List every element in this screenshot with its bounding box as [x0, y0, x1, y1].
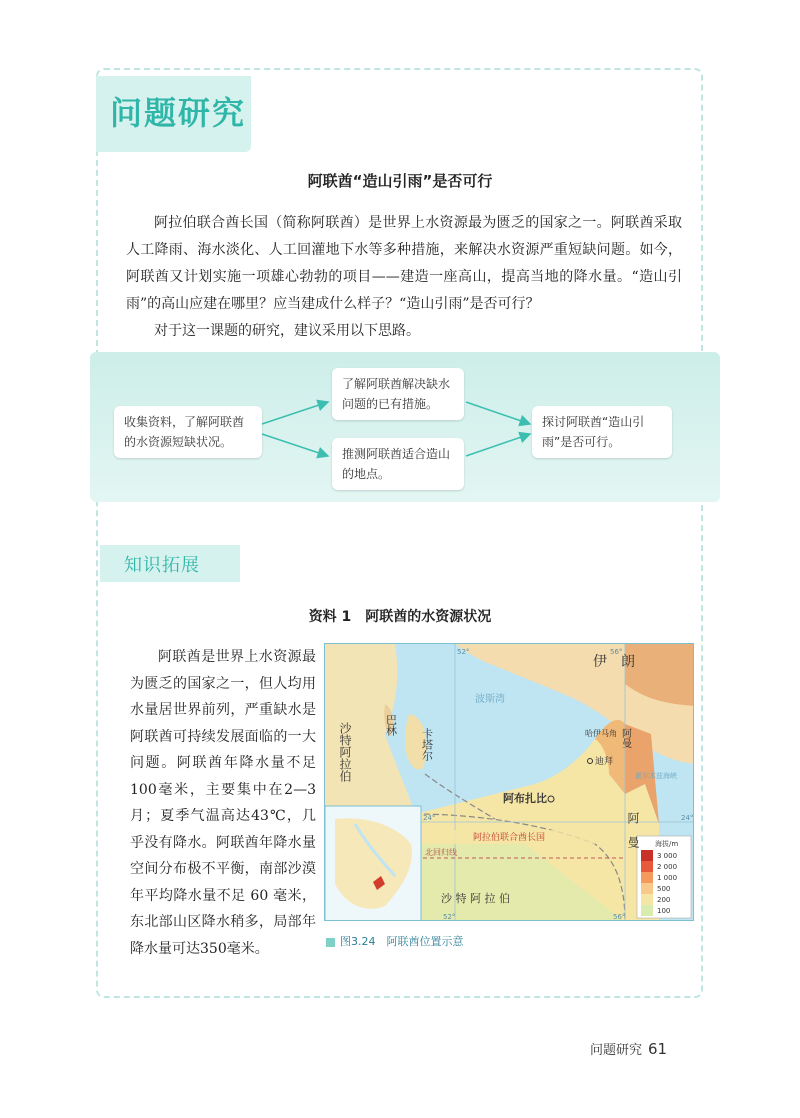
- label-lon56-bottom: 56°: [613, 913, 626, 921]
- label-lon52-bottom: 52°: [443, 913, 456, 921]
- caption-text: 阿联酋位置示意: [386, 935, 464, 948]
- label-saudi-north: 沙特阿拉伯: [338, 722, 352, 782]
- page-number: 61: [648, 1040, 668, 1058]
- section-title: 问题研究: [110, 94, 247, 132]
- label-hormuz: 霍尔木兹海峡: [635, 772, 677, 780]
- legend-swatch: [641, 850, 653, 861]
- label-lon52-top: 52°: [457, 648, 470, 656]
- legend-title: 海拔/m: [655, 840, 679, 848]
- label-iran: 伊 朗: [593, 654, 635, 670]
- legend-swatch: [641, 894, 653, 905]
- flow-step-3: 探讨阿联酋“造山引雨”是否可行。: [532, 406, 672, 458]
- legend: [637, 836, 691, 918]
- map-svg: [325, 644, 694, 921]
- flowchart: [90, 352, 720, 502]
- article-paragraph-2: 对于这一课题的研究，建议采用以下思路。: [154, 323, 420, 339]
- page-footer: [590, 1039, 667, 1058]
- label-abudhabi: 阿布扎比: [503, 792, 547, 805]
- label-tropic: 北回归线: [425, 848, 457, 857]
- legend-label: 500: [657, 885, 671, 893]
- arrow-1: [262, 402, 328, 424]
- map-caption: [326, 933, 464, 949]
- resource-text-block: [130, 644, 316, 962]
- legend-swatch: [641, 872, 653, 883]
- arrow-4: [466, 434, 530, 456]
- label-oman-south: 阿 曼: [626, 812, 640, 848]
- footer-label: 问题研究: [590, 1043, 643, 1058]
- arrow-2: [262, 434, 328, 456]
- label-lat24-right: 24°: [681, 814, 694, 822]
- legend-label: 3 000: [657, 852, 678, 860]
- flow-step-2a: 了解阿联酋解决缺水问题的已有措施。: [332, 368, 464, 420]
- article-title: 阿联酋“造山引雨”是否可行: [307, 172, 493, 190]
- resource-title: 资料 1 阿联酋的水资源状况: [308, 609, 492, 625]
- legend-label: 200: [657, 896, 671, 904]
- label-oman-north: 阿曼: [619, 728, 631, 748]
- legend-swatch: [641, 905, 653, 916]
- label-qatar: 卡塔尔: [420, 728, 434, 761]
- flow-step-1: 收集资料，了解阿联酋的水资源短缺状况。: [114, 406, 262, 458]
- legend-swatch: [641, 861, 653, 872]
- label-dubai: 迪拜: [595, 757, 614, 767]
- extension-title: 知识拓展: [124, 555, 200, 576]
- label-lon56-top: 56°: [610, 648, 623, 656]
- flow-step-2b: 推测阿联酋适合造山的地点。: [332, 438, 464, 490]
- label-uae: 阿拉伯联合酋长国: [473, 833, 546, 843]
- legend-label: 1 000: [657, 874, 678, 882]
- caption-number: 图3.24: [340, 935, 376, 948]
- label-khasab: 哈伊马角: [585, 729, 617, 738]
- article-paragraph-1: 阿拉伯联合酋长国（简称阿联酋）是世界上水资源最为匮乏的国家之一。阿联酋采取人工降雨、海水淡化、人工回灌地下水等多种措施，来解决水资源严重短缺问题。如今，阿联酋又计划实施一项雄心勃勃的项目——建造一座高山，提高当地的降水量。“造山引雨”的高山应建在哪里？应当建成什么样子？“造山引雨”是否可行？: [126, 215, 682, 312]
- article-body: [126, 210, 682, 345]
- legend-label: 2 000: [657, 863, 678, 871]
- label-bahrain: 巴林: [384, 714, 398, 736]
- arrow-3: [466, 402, 530, 424]
- label-saudi-south: 沙 特 阿 拉 伯: [441, 892, 510, 905]
- uae-map: [324, 643, 694, 921]
- label-lat24: 24°: [423, 814, 436, 822]
- caption-marker: [326, 938, 335, 947]
- legend-label: 100: [657, 907, 671, 915]
- legend-swatch: [641, 883, 653, 894]
- label-gulf: 波斯湾: [475, 694, 505, 705]
- resource-text: 阿联酋是世界上水资源最为匮乏的国家之一，但人均用水量居世界前列，严重缺水是阿联酋可持续发展面临的一大问题。阿联酋年降水量不足100毫米，主要集中在2—3月；夏季气温高达43℃，几乎没有降水。阿联酋年降水量空间分布极不平衡，南部沙漠年平均降水量不足 60 毫米，东北部山区降水稍多，局部年降水量可达350毫米。: [130, 649, 316, 957]
